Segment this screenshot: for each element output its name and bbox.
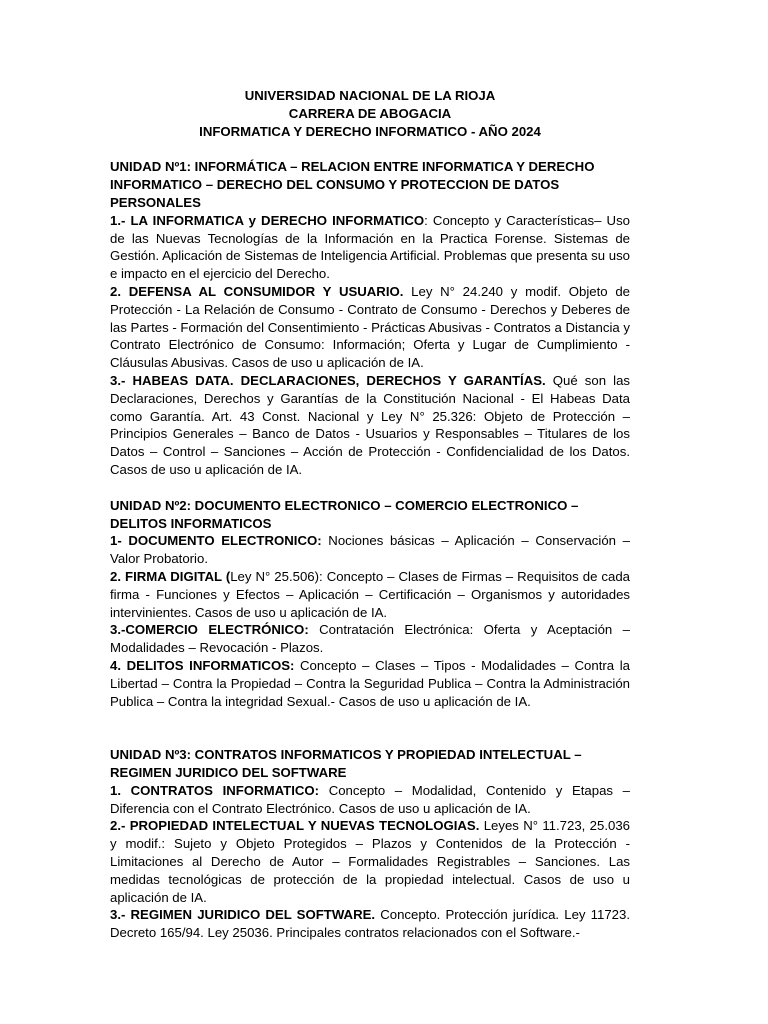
unit-item: [110, 621, 630, 657]
document-header: [110, 87, 630, 140]
item-heading: 1- DOCUMENTO ELECTRONICO:: [110, 533, 322, 549]
unit-title: UNIDAD Nº3: CONTRATOS INFORMATICOS Y PROPIEDAD INTELECTUAL – REGIMEN JURIDICO DEL SOFTWARE: [110, 747, 582, 781]
item-body: Qué son las Declaraciones, Derechos y Garantías de la Constitución Nacional - El Habeas Data como Garantía. Art. 43 Const. Nacional y Ley N° 25.326: Objeto de Protección – Principios Generales – Banco de Datos - Usuarios y Responsables – Titulares de los Datos – Control – Sanciones – Acción de Protección - Confidencialidad de los Datos. Casos de uso u aplicación de IA.: [110, 372, 630, 477]
item-heading: 2.- PROPIEDAD INTELECTUAL Y NUEVAS TECNOLOGIAS.: [110, 818, 480, 834]
unit-item: [110, 212, 630, 283]
course-title: INFORMATICA Y DERECHO INFORMATICO - AÑO 2024: [199, 123, 541, 139]
unit-item: [110, 657, 630, 710]
item-heading: 2. DEFENSA AL CONSUMIDOR Y USUARIO.: [110, 283, 404, 299]
unit-3: [110, 746, 630, 942]
unit-item: [110, 906, 630, 942]
item-body: Ley N° 24.240 y modif. Objeto de Protección - La Relación de Consumo - Contrato de Consumo - Derechos y Deberes de las Partes - Formación del Consentimiento - Prácticas Abusivas - Contratos a Distancia y Contrato Electrónico de Consumo: Información; Oferta y Lugar de Cumplimiento - Cláusulas Abusivas. Casos de uso u aplicación de IA.: [110, 283, 630, 371]
item-heading: 3.- HABEAS DATA. DECLARACIONES, DERECHOS Y GARANTÍAS.: [110, 372, 546, 388]
career-name: CARRERA DE ABOGACIA: [288, 105, 452, 121]
unit-title: UNIDAD Nº2: DOCUMENTO ELECTRONICO – COMERCIO ELECTRONICO – DELITOS INFORMATICOS: [110, 497, 579, 531]
unit-item: [110, 532, 630, 568]
unit-2: [110, 497, 630, 711]
unit-item: [110, 817, 630, 906]
unit-1: [110, 158, 630, 478]
item-heading: 4. DELITOS INFORMATICOS:: [110, 657, 295, 673]
item-body: : Concepto y Características– Uso de las Nuevas Tecnologías de la Información en la Practica Forense. Sistemas de Gestión. Aplicación de Sistemas de Inteligencia Artificial. Problemas que presenta su uso e impacto en el ejercicio del Derecho.: [110, 212, 630, 282]
unit-item: [110, 568, 630, 621]
item-body: Contratación Electrónica: Oferta y Aceptación – Modalidades – Revocación - Plazos.: [110, 622, 631, 656]
item-body: Nociones básicas – Aplicación – Conservación – Valor Probatorio.: [110, 533, 630, 567]
item-body: Leyes N° 11.723, 25.036 y modif.: Sujeto y Objeto Protegidos – Plazos y Contenidos de la Protección - Limitaciones al Derecho de Autor – Formalidades Registrables – Sanciones. Las medidas tecnológicas de protección de la propiedad intelectual. Casos de uso u aplicación de IA.: [110, 818, 630, 905]
item-heading: 1.- LA INFORMATICA y DERECHO INFORMATICO: [110, 212, 425, 228]
unit-item: [110, 283, 630, 372]
university-name: UNIVERSIDAD NACIONAL DE LA RIOJA: [244, 88, 496, 103]
item-heading: 1. CONTRATOS INFORMATICO:: [110, 782, 320, 798]
item-body: Concepto. Protección jurídica. Ley 11723. Decreto 165/94. Ley 25036. Principales contratos relacionados con el Software.-: [110, 907, 630, 941]
unit-item: [110, 782, 630, 818]
unit-item: [110, 372, 630, 479]
item-body: Concepto – Modalidad, Contenido y Etapas – Diferencia con el Contrato Electrónico. Casos de uso u aplicación de IA.: [110, 782, 630, 816]
item-body: Ley N° 25.506): Concepto – Clases de Firmas – Requisitos de cada firma - Funciones y Efectos – Aplicación – Certificación – Organismos y autoridades intervinientes. Casos de uso u aplicación de IA.: [110, 568, 631, 620]
item-body: Concepto – Clases – Tipos - Modalidades – Contra la Libertad – Contra la Propiedad – Contra la Seguridad Publica – Contra la Administración Publica – Contra la integridad Sexual.- Casos de uso u aplicación de IA.: [110, 657, 630, 709]
unit-title: UNIDAD Nº1: INFORMÁTICA – RELACION ENTRE INFORMATICA Y DERECHO INFORMATICO – DERECHO DEL CONSUMO Y PROTECCION DE DATOS PERSONALES: [110, 159, 595, 210]
item-heading: 3.- REGIMEN JURIDICO DEL SOFTWARE.: [110, 907, 376, 923]
item-heading: 2. FIRMA DIGITAL (: [110, 568, 231, 584]
item-heading: 3.-COMERCIO ELECTRÓNICO:: [110, 622, 309, 638]
